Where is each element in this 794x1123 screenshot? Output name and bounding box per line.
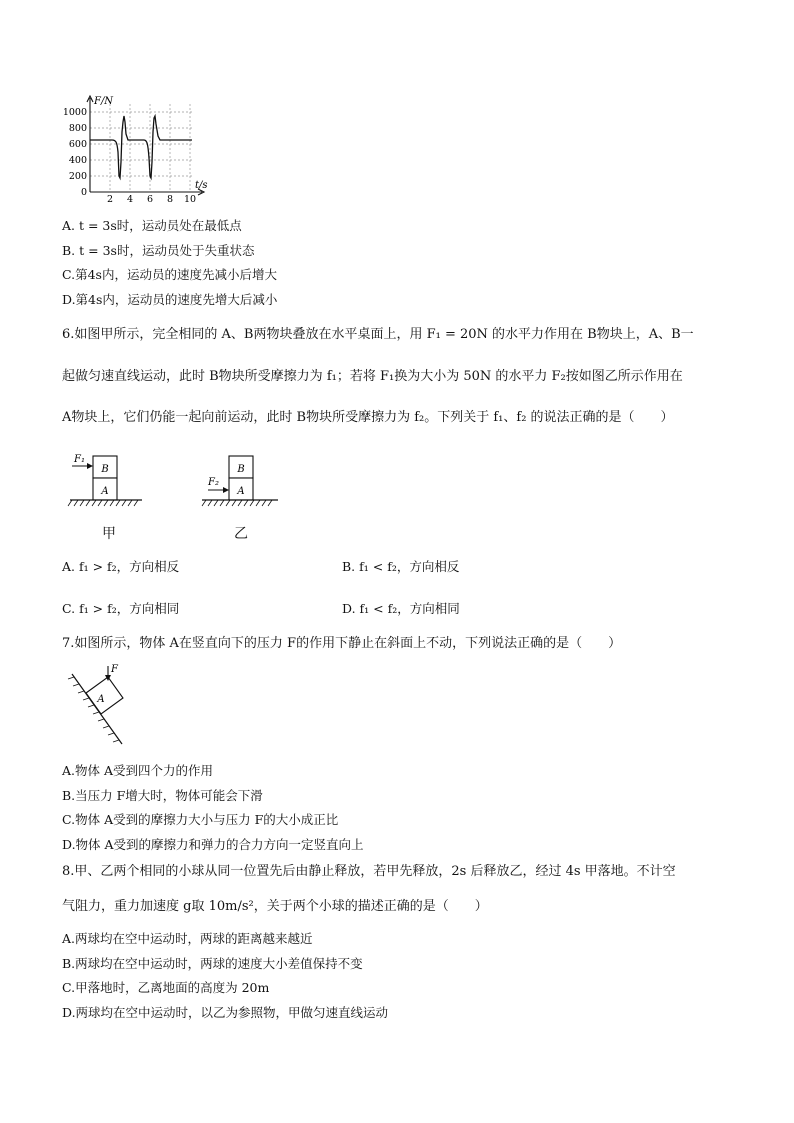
f2-label: F₂ xyxy=(208,477,219,488)
q8-option-b: B.两球均在空中运动时，两球的速度大小差值保持不变 xyxy=(62,956,363,971)
q8-stem-line1: 8.甲、乙两个相同的小球从同一位置先后由静止释放，若甲先释放，2s 后释放乙，经过 4s 甲落地。不计空 xyxy=(62,864,676,879)
q8-option-a: A.两球均在空中运动时，两球的距离越来越近 xyxy=(62,931,313,946)
x-tick: 10 xyxy=(183,194,197,204)
x-tick: 4 xyxy=(126,194,134,204)
y-tick: 0 xyxy=(80,187,87,198)
q6-option-d: D. f₁ < f₂，方向相同 xyxy=(342,601,460,616)
x-tick: 8 xyxy=(166,194,174,204)
force-f-label: F xyxy=(111,664,118,675)
f1-label: F₁ xyxy=(74,454,85,465)
x-tick: 6 xyxy=(146,194,154,204)
q6-option-a: A. f₁ > f₂，方向相反 xyxy=(62,559,180,574)
q5-option-b: B. t = 3s时，运动员处于失重状态 xyxy=(62,243,255,258)
y-tick: 1000 xyxy=(62,107,87,118)
block-a-label: A xyxy=(101,486,109,497)
q6-fig-b-caption: 乙 xyxy=(234,526,248,542)
block-a-label: A xyxy=(97,694,105,705)
block-b-label: B xyxy=(237,464,245,475)
block-a-label: A xyxy=(237,486,245,497)
force-curve xyxy=(90,116,192,178)
y-tick: 200 xyxy=(68,171,87,182)
y-axis-label: F/N xyxy=(94,96,114,107)
q6-stem-line3: A物块上，它们仍能一起向前运动，此时 B物块所受摩擦力为 f₂。下列关于 f₁、f₂ 的说法正确的是（ ） xyxy=(62,410,674,425)
q6-fig-a-caption: 甲 xyxy=(102,526,116,542)
q8-stem-line2: 气阻力，重力加速度 g取 10m/s²，关于两个小球的描述正确的是（ ） xyxy=(62,899,488,914)
q6-figure-a xyxy=(66,450,146,510)
block-b-label: B xyxy=(101,464,109,475)
q7-option-a: A.物体 A受到四个力的作用 xyxy=(62,763,214,778)
x-tick: 2 xyxy=(106,194,114,204)
q5-option-d: D.第4s内，运动员的速度先增大后减小 xyxy=(62,292,278,307)
q8-option-c: C.甲落地时，乙离地面的高度为 20m xyxy=(62,980,270,995)
x-axis-label: t/s xyxy=(195,180,208,191)
q6-figure-b xyxy=(200,450,280,510)
force-time-graph xyxy=(62,92,222,204)
q6-option-c: C. f₁ > f₂，方向相同 xyxy=(62,601,180,616)
q6-option-b: B. f₁ < f₂，方向相反 xyxy=(342,559,460,574)
q7-option-c: C.物体 A受到的摩擦力大小与压力 F的大小成正比 xyxy=(62,812,339,827)
q7-option-d: D.物体 A受到的摩擦力和弹力的合力方向一定竖直向上 xyxy=(62,837,364,852)
y-tick: 600 xyxy=(68,139,87,150)
q7-figure xyxy=(64,662,144,752)
q6-stem-line2: 起做匀速直线运动，此时 B物块所受摩擦力为 f₁；若将 F₁换为大小为 50N 的水平力 F₂按如图乙所示作用在 xyxy=(62,369,683,384)
q5-option-c: C.第4s内，运动员的速度先减小后增大 xyxy=(62,267,277,282)
q7-stem: 7.如图所示，物体 A在竖直向下的压力 F的作用下静止在斜面上不动，下列说法正确的是（ ） xyxy=(62,636,622,651)
y-tick: 400 xyxy=(68,155,87,166)
q7-option-b: B.当压力 F增大时，物体可能会下滑 xyxy=(62,788,263,803)
q6-stem-line1: 6.如图甲所示，完全相同的 A、B两物块叠放在水平桌面上，用 F₁ = 20N 的水平力作用在 B物块上，A、B一 xyxy=(62,327,694,342)
q5-option-a: A. t = 3s时，运动员处在最低点 xyxy=(62,218,242,233)
q8-option-d: D.两球均在空中运动时，以乙为参照物，甲做匀速直线运动 xyxy=(62,1005,389,1020)
y-tick: 800 xyxy=(68,123,87,134)
